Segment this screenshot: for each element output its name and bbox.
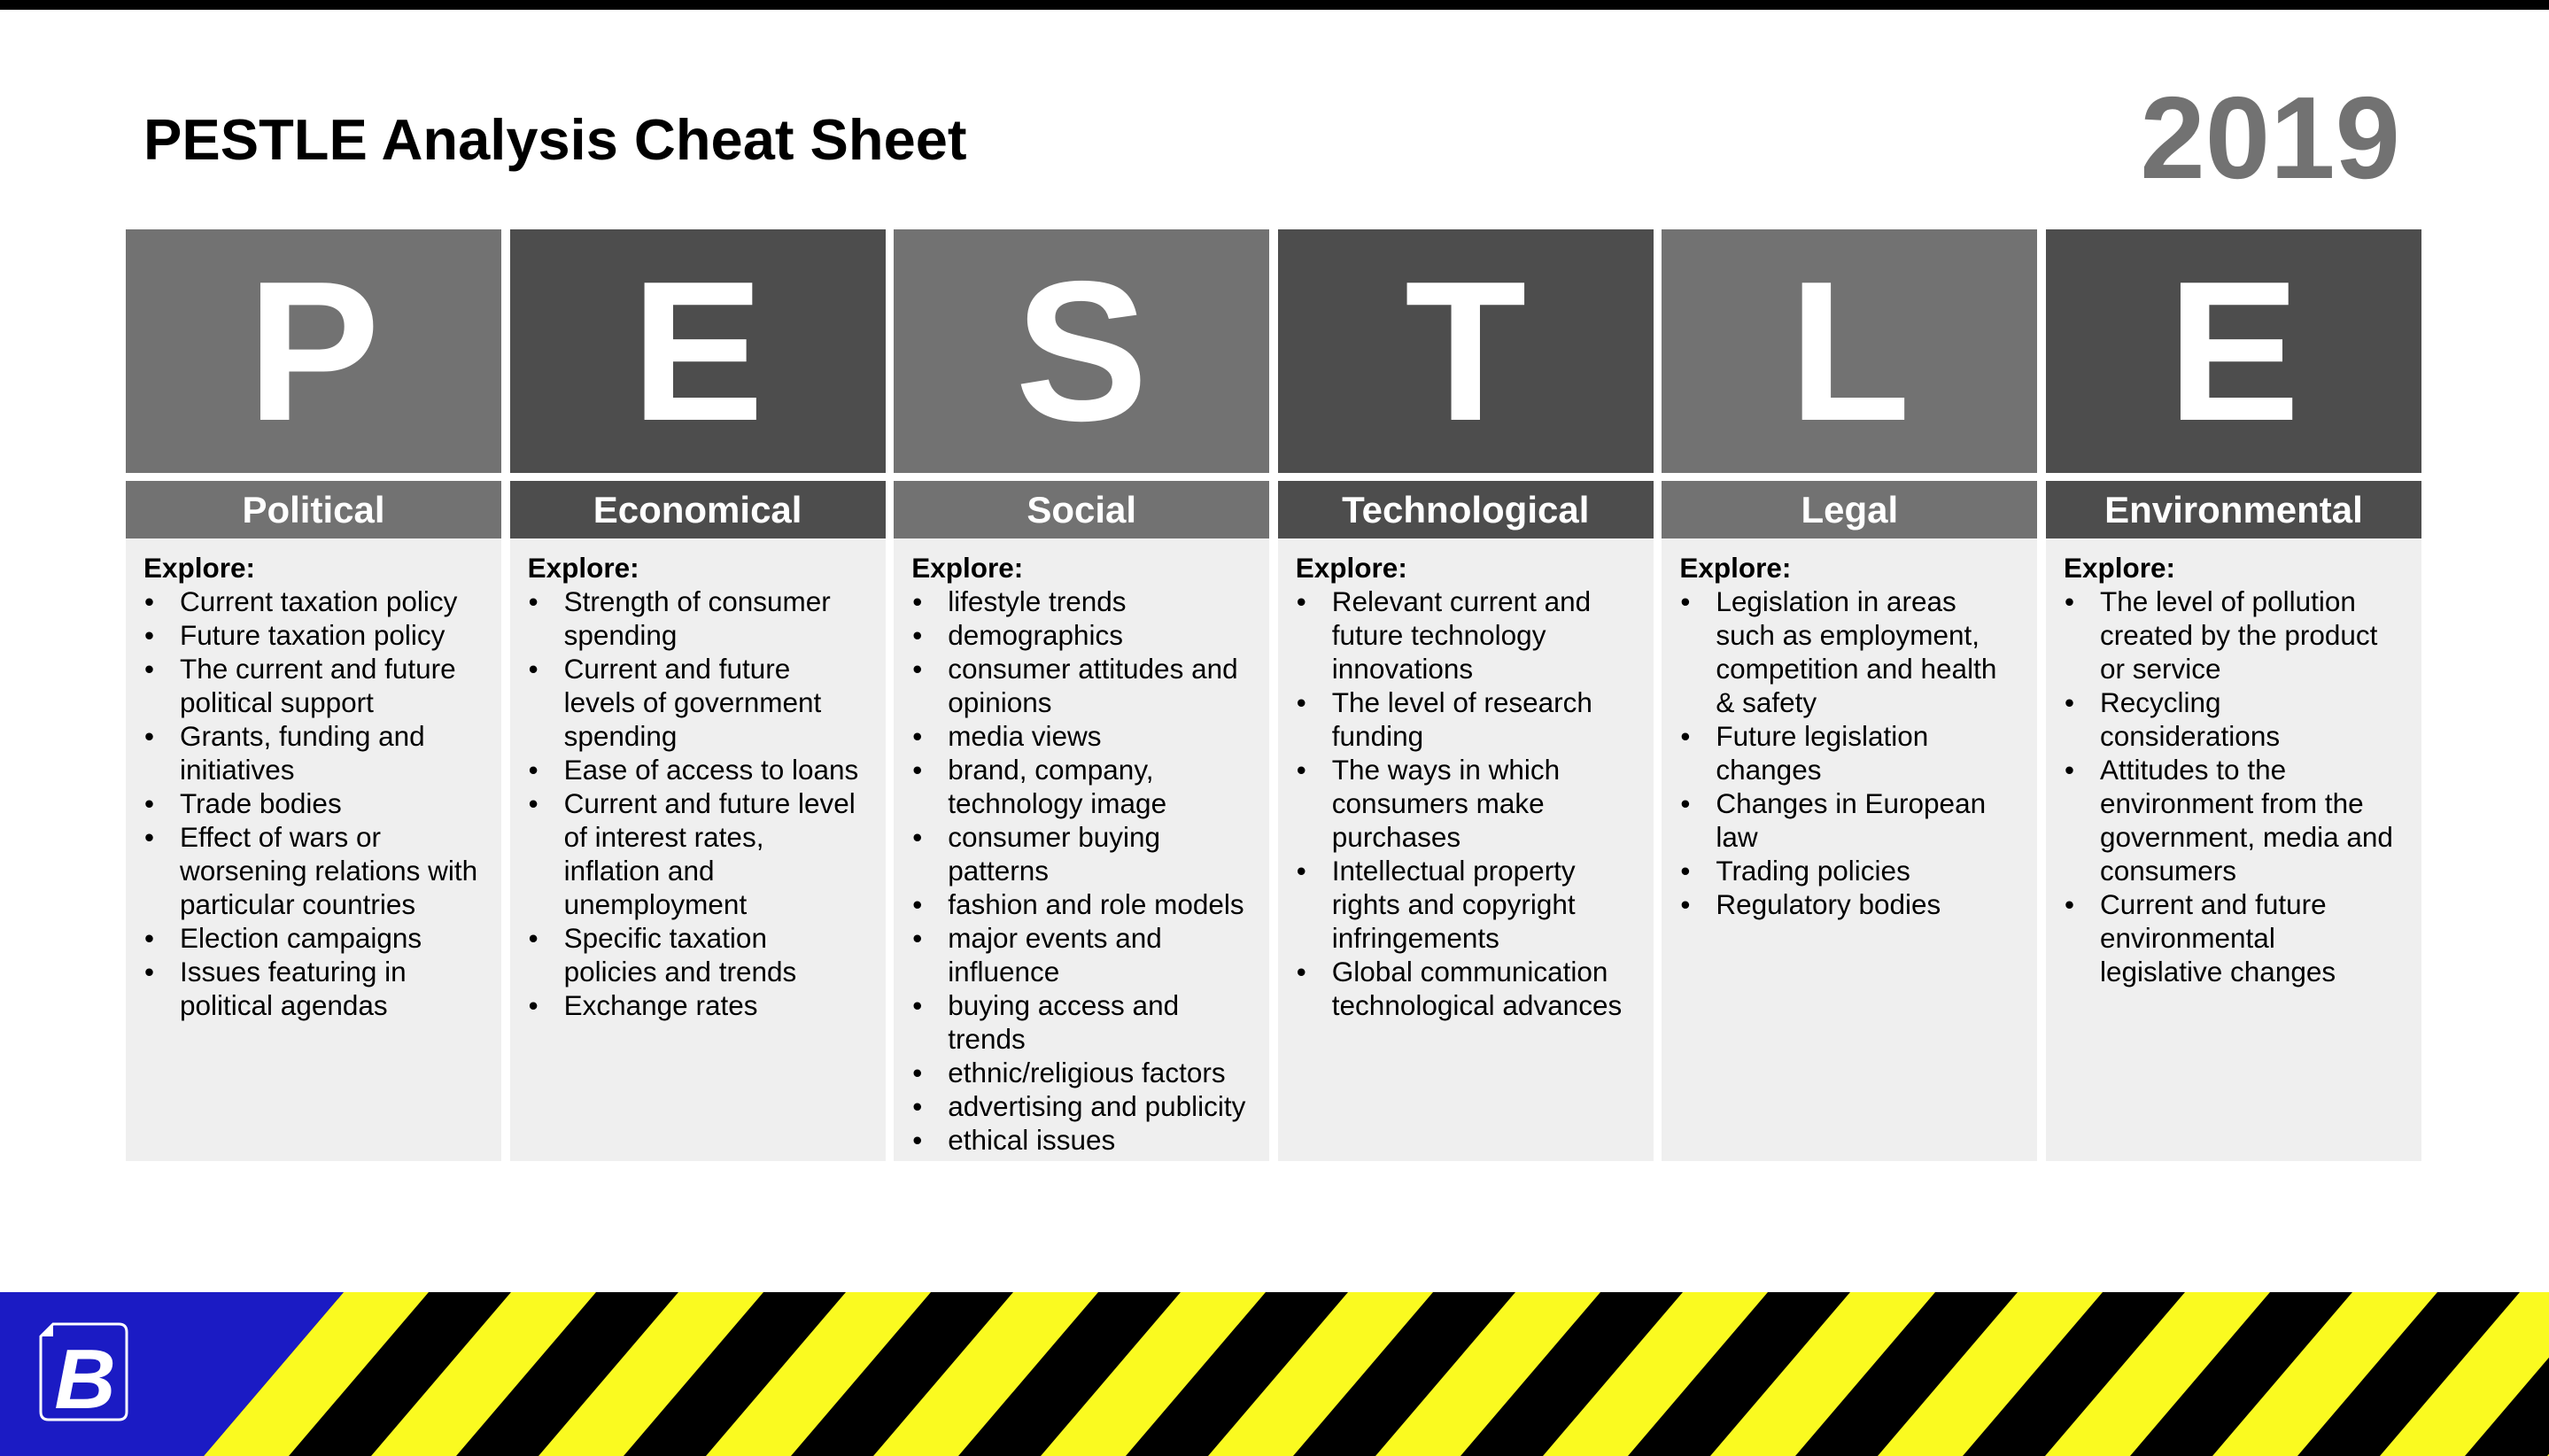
hazard-stripe-footer <box>0 1292 2549 1456</box>
column-name-bar <box>510 481 886 538</box>
list-item: • Ease of access to loans <box>528 753 868 786</box>
top-border <box>0 0 2549 10</box>
factor-list <box>1679 585 2019 921</box>
explore-label: Explore: <box>2063 552 2175 584</box>
letter-box <box>894 229 1269 473</box>
column-name-bar <box>126 481 501 538</box>
list-item: • Global communication technological advances <box>1296 955 1636 1022</box>
letter-box <box>2046 229 2421 473</box>
list-item: • ethnic/religious factors <box>911 1056 1251 1089</box>
list-item: • Trading policies <box>1679 854 2019 887</box>
list-item: • Issues featuring in political agendas <box>143 955 484 1022</box>
explore-label: Explore: <box>1679 552 1792 584</box>
list-item: • Strength of consumer spending <box>528 585 868 652</box>
hazard-stripe-graphic <box>0 1292 2549 1456</box>
column-social <box>894 229 1269 1161</box>
column-letter: P <box>246 239 381 462</box>
list-item: • Election campaigns <box>143 921 484 955</box>
column-name: Legal <box>1801 488 1899 531</box>
pestle-columns <box>126 229 2421 1161</box>
factor-list <box>2064 585 2404 988</box>
column-name: Environmental <box>2104 488 2363 531</box>
list-item: • Future legislation changes <box>1679 719 2019 786</box>
column-name-bar <box>894 481 1269 538</box>
column-political <box>126 229 501 1161</box>
column-name-bar <box>1278 481 1654 538</box>
list-item: • The ways in which consumers make purchases <box>1296 753 1636 854</box>
column-content <box>894 538 1269 1161</box>
factor-list <box>528 585 868 1022</box>
list-item: • Current and future environmental legislative changes <box>2064 887 2404 988</box>
column-letter: T <box>1405 239 1527 462</box>
logo-letter: B <box>54 1332 116 1427</box>
list-item: • The current and future political support <box>143 652 484 719</box>
list-item: • Current and future level of interest rates, inflation and unemployment <box>528 786 868 921</box>
list-item: • Legislation in areas such as employment, competition and health & safety <box>1679 585 2019 719</box>
factor-list <box>911 585 1251 1157</box>
list-item: • ethical issues <box>911 1123 1251 1157</box>
column-name: Economical <box>593 488 802 531</box>
page-title: PESTLE Analysis Cheat Sheet <box>143 107 967 172</box>
list-item: • buying access and trends <box>911 988 1251 1056</box>
factor-list <box>1296 585 1636 1022</box>
list-item: • media views <box>911 719 1251 753</box>
column-name: Technological <box>1342 488 1590 531</box>
list-item: • Recycling considerations <box>2064 685 2404 753</box>
column-content <box>1278 538 1654 1161</box>
list-item: • demographics <box>911 618 1251 652</box>
column-name-bar <box>1662 481 2037 538</box>
list-item: • Current taxation policy <box>143 585 484 618</box>
column-name-bar <box>2046 481 2421 538</box>
list-item: • The level of pollution created by the product or service <box>2064 585 2404 685</box>
year-label: 2019 <box>2140 73 2400 203</box>
explore-label: Explore: <box>527 552 639 584</box>
list-item: • advertising and publicity <box>911 1089 1251 1123</box>
list-item: • Specific taxation policies and trends <box>528 921 868 988</box>
list-item: • lifestyle trends <box>911 585 1251 618</box>
explore-label: Explore: <box>1295 552 1407 584</box>
list-item: • Relevant current and future technology innovations <box>1296 585 1636 685</box>
column-name: Political <box>242 488 385 531</box>
explore-label: Explore: <box>143 552 256 584</box>
list-item: • consumer buying patterns <box>911 820 1251 887</box>
column-letter: L <box>1788 239 1911 462</box>
column-technological <box>1278 229 1654 1161</box>
column-content <box>2046 538 2421 1161</box>
list-item: • Exchange rates <box>528 988 868 1022</box>
b-logo-icon <box>41 1324 127 1427</box>
column-letter: S <box>1015 239 1149 462</box>
list-item: • major events and influence <box>911 921 1251 988</box>
column-environmental <box>2046 229 2421 1161</box>
list-item: • fashion and role models <box>911 887 1251 921</box>
factor-list <box>143 585 484 1022</box>
list-item: • brand, company, technology image <box>911 753 1251 820</box>
letter-box <box>126 229 501 473</box>
list-item: • Attitudes to the environment from the government, media and consumers <box>2064 753 2404 887</box>
list-item: • consumer attitudes and opinions <box>911 652 1251 719</box>
list-item: • Grants, funding and initiatives <box>143 719 484 786</box>
list-item: • Trade bodies <box>143 786 484 820</box>
explore-label: Explore: <box>911 552 1024 584</box>
column-legal <box>1662 229 2037 1161</box>
letter-box <box>1662 229 2037 473</box>
letter-box <box>510 229 886 473</box>
letter-box <box>1278 229 1654 473</box>
list-item: • Effect of wars or worsening relations with particular countries <box>143 820 484 921</box>
column-letter: E <box>631 239 764 462</box>
column-economical <box>510 229 886 1161</box>
list-item: • Regulatory bodies <box>1679 887 2019 921</box>
column-content <box>1662 538 2037 1161</box>
column-content <box>510 538 886 1161</box>
column-content <box>126 538 501 1161</box>
list-item: • Changes in European law <box>1679 786 2019 854</box>
list-item: • Future taxation policy <box>143 618 484 652</box>
list-item: • Intellectual property rights and copyright infringements <box>1296 854 1636 955</box>
list-item: • Current and future levels of government spending <box>528 652 868 753</box>
column-name: Social <box>1027 488 1137 531</box>
list-item: • The level of research funding <box>1296 685 1636 753</box>
column-letter: E <box>2166 239 2300 462</box>
